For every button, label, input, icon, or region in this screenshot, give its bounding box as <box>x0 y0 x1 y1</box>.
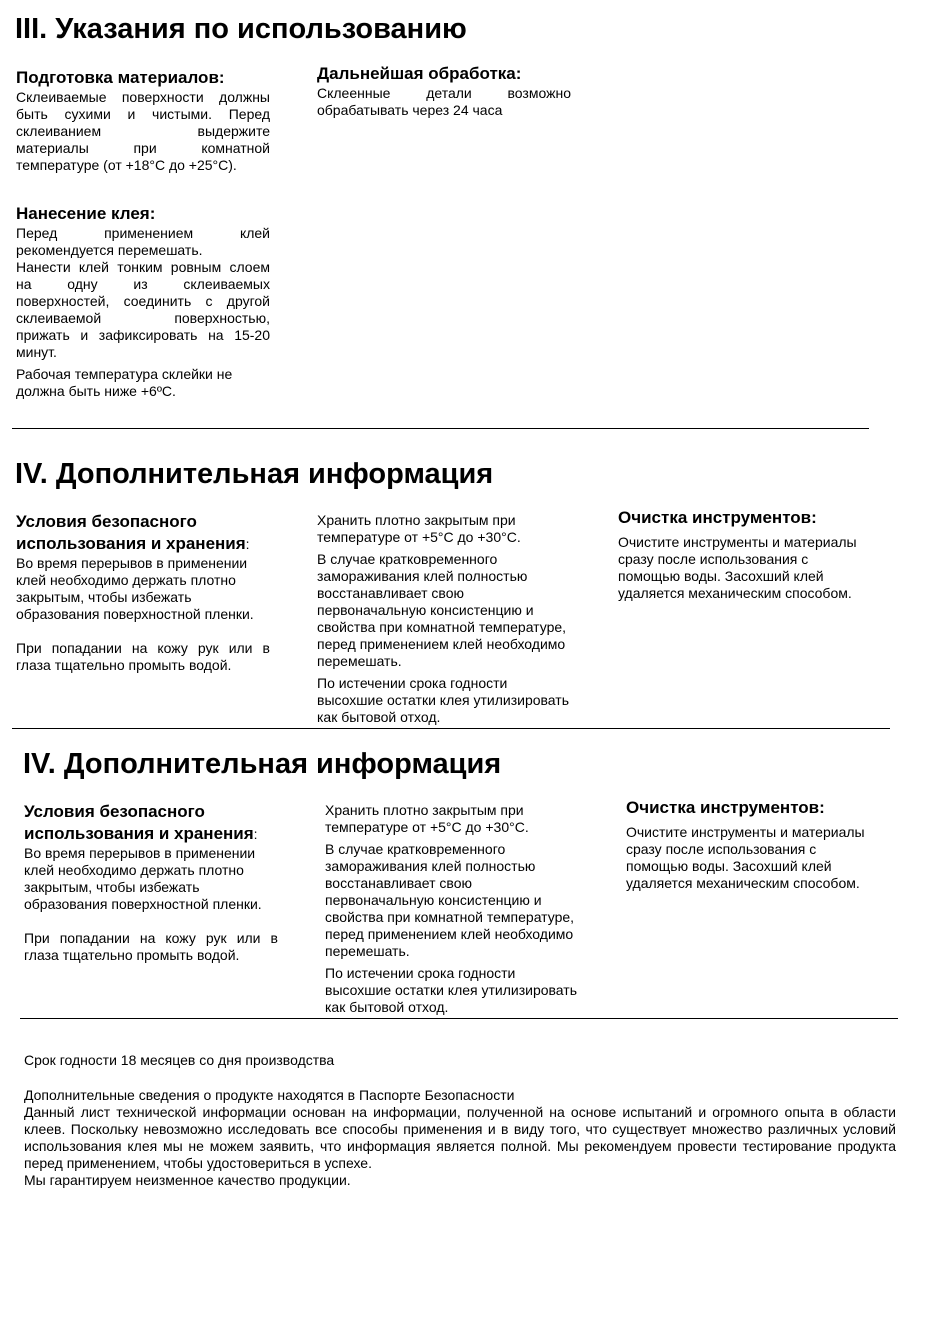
apply-temp-line: Рабочая температура склейки не <box>16 366 233 382</box>
apply-line: склеиваемой поверхностью, <box>16 310 270 326</box>
storage-paragraph-3: По истечении срока годности высохшие остатки клея утилизировать как бытовой отход. <box>325 965 577 1015</box>
storage-paragraph-1: Хранить плотно закрытым при температуре от +5°С до +30°С. <box>325 802 529 835</box>
apply-line: минут. <box>16 344 57 360</box>
further-block <box>317 63 571 119</box>
apply-block <box>16 203 270 400</box>
prep-line: быть сухими и чистыми. Перед <box>16 106 270 122</box>
guarantee-text: Мы гарантируем неизменное качество продукции. <box>24 1172 351 1188</box>
apply-line: поверхностей, соединить с другой <box>16 293 270 309</box>
section-divider <box>20 1018 898 1019</box>
safety-block <box>16 511 270 674</box>
storage-block <box>317 512 571 726</box>
disclaimer-text: Данный лист технической информации основан на информации, полученной на основе испытаний и огромного опыта в области клеев. Поскольку невозможно исследовать все способы применения и в виду того, что существует множество различных условий использования клея мы не можем заявить, что информация является полной. Мы рекомендуем провести тестирование продукта перед применением, чтобы удостовериться в успехе. <box>24 1104 896 1171</box>
storage-paragraph-3: По истечении срока годности высохшие остатки клея утилизировать как бытовой отход. <box>317 675 569 725</box>
prep-line: материалы при комнатной <box>16 140 270 156</box>
safety-paragraph-2-line: глаза тщательно промыть водой. <box>24 947 240 963</box>
safety-paragraph-2-line: При попадании на кожу рук или в <box>24 930 278 946</box>
prep-block <box>16 67 270 174</box>
passport-text: Дополнительные сведения о продукте находятся в Паспорте Безопасности <box>24 1087 515 1103</box>
cleaning-paragraph: Очистите инструменты и материалы сразу после использования с помощью воды. Засохший клей удаляется механическим способом. <box>618 534 857 601</box>
safety-paragraph-2-line: глаза тщательно промыть водой. <box>16 657 232 673</box>
safety-paragraph-1: Во время перерывов в применении клей необходимо держать плотно закрытым, чтобы избежать образования поверхностной пленки. <box>16 555 254 622</box>
safety-heading-colon: : <box>245 536 250 552</box>
section-divider <box>12 728 890 729</box>
section-3-title: III. Указания по использованию <box>15 13 467 45</box>
safety-paragraph-2-line: При попадании на кожу рук или в <box>16 640 270 656</box>
apply-heading: Нанесение клея: <box>16 204 156 223</box>
safety-heading-line-1: Условия безопасного <box>24 802 205 821</box>
cleaning-paragraph: Очистите инструменты и материалы сразу после использования с помощью воды. Засохший клей удаляется механическим способом. <box>626 824 865 891</box>
prep-line: температуре (от +18°С до +25°С). <box>16 157 237 173</box>
apply-line: рекомендуется перемешать. <box>16 242 203 258</box>
prep-line: склеиванием выдержите <box>16 123 270 139</box>
safety-block-duplicate <box>24 801 278 964</box>
apply-line: Перед применением клей <box>16 225 270 241</box>
safety-heading-line-1: Условия безопасного <box>16 512 197 531</box>
cleaning-heading: Очистка инструментов: <box>618 508 817 527</box>
prep-heading: Подготовка материалов: <box>16 68 225 87</box>
further-line: Склеенные детали возможно <box>317 85 571 101</box>
safety-heading-line-2: использования и хранения <box>24 824 254 843</box>
safety-heading-line-2: использования и хранения <box>16 534 246 553</box>
section-4-title: IV. Дополнительная информация <box>15 458 494 490</box>
storage-block-duplicate <box>325 802 579 1016</box>
further-heading: Дальнейшая обработка: <box>317 64 522 83</box>
cleaning-block <box>618 507 858 602</box>
apply-line: на одну из склеиваемых <box>16 276 270 292</box>
section-4-title-duplicate: IV. Дополнительная информация <box>23 748 502 780</box>
cleaning-block-duplicate <box>626 797 866 892</box>
safety-heading-colon: : <box>253 826 258 842</box>
section-divider <box>12 428 869 429</box>
shelf-life-text: Срок годности 18 месяцев со дня производства <box>24 1052 335 1068</box>
footer-notes <box>24 1087 896 1189</box>
cleaning-heading: Очистка инструментов: <box>626 798 825 817</box>
storage-paragraph-2: В случае кратковременного замораживания клей полностью восстанавливает свою первоначальную консистенцию и свойства при комнатной температуре, перед применением клей необходимо перемешать. <box>325 841 575 959</box>
storage-paragraph-1: Хранить плотно закрытым при температуре от +5°С до +30°С. <box>317 512 521 545</box>
apply-line: Нанести клей тонким ровным слоем <box>16 259 270 275</box>
safety-paragraph-1: Во время перерывов в применении клей необходимо держать плотно закрытым, чтобы избежать образования поверхностной пленки. <box>24 845 262 912</box>
prep-line: Склеиваемые поверхности должны <box>16 89 270 105</box>
apply-line: прижать и зафиксировать на 15-20 <box>16 327 270 343</box>
apply-temp-line: должна быть ниже +6ºС. <box>16 383 176 399</box>
further-line: обрабатывать через 24 часа <box>317 102 503 118</box>
storage-paragraph-2: В случае кратковременного замораживания клей полностью восстанавливает свою первоначальную консистенцию и свойства при комнатной температуре, перед применением клей необходимо перемешать. <box>317 551 567 669</box>
